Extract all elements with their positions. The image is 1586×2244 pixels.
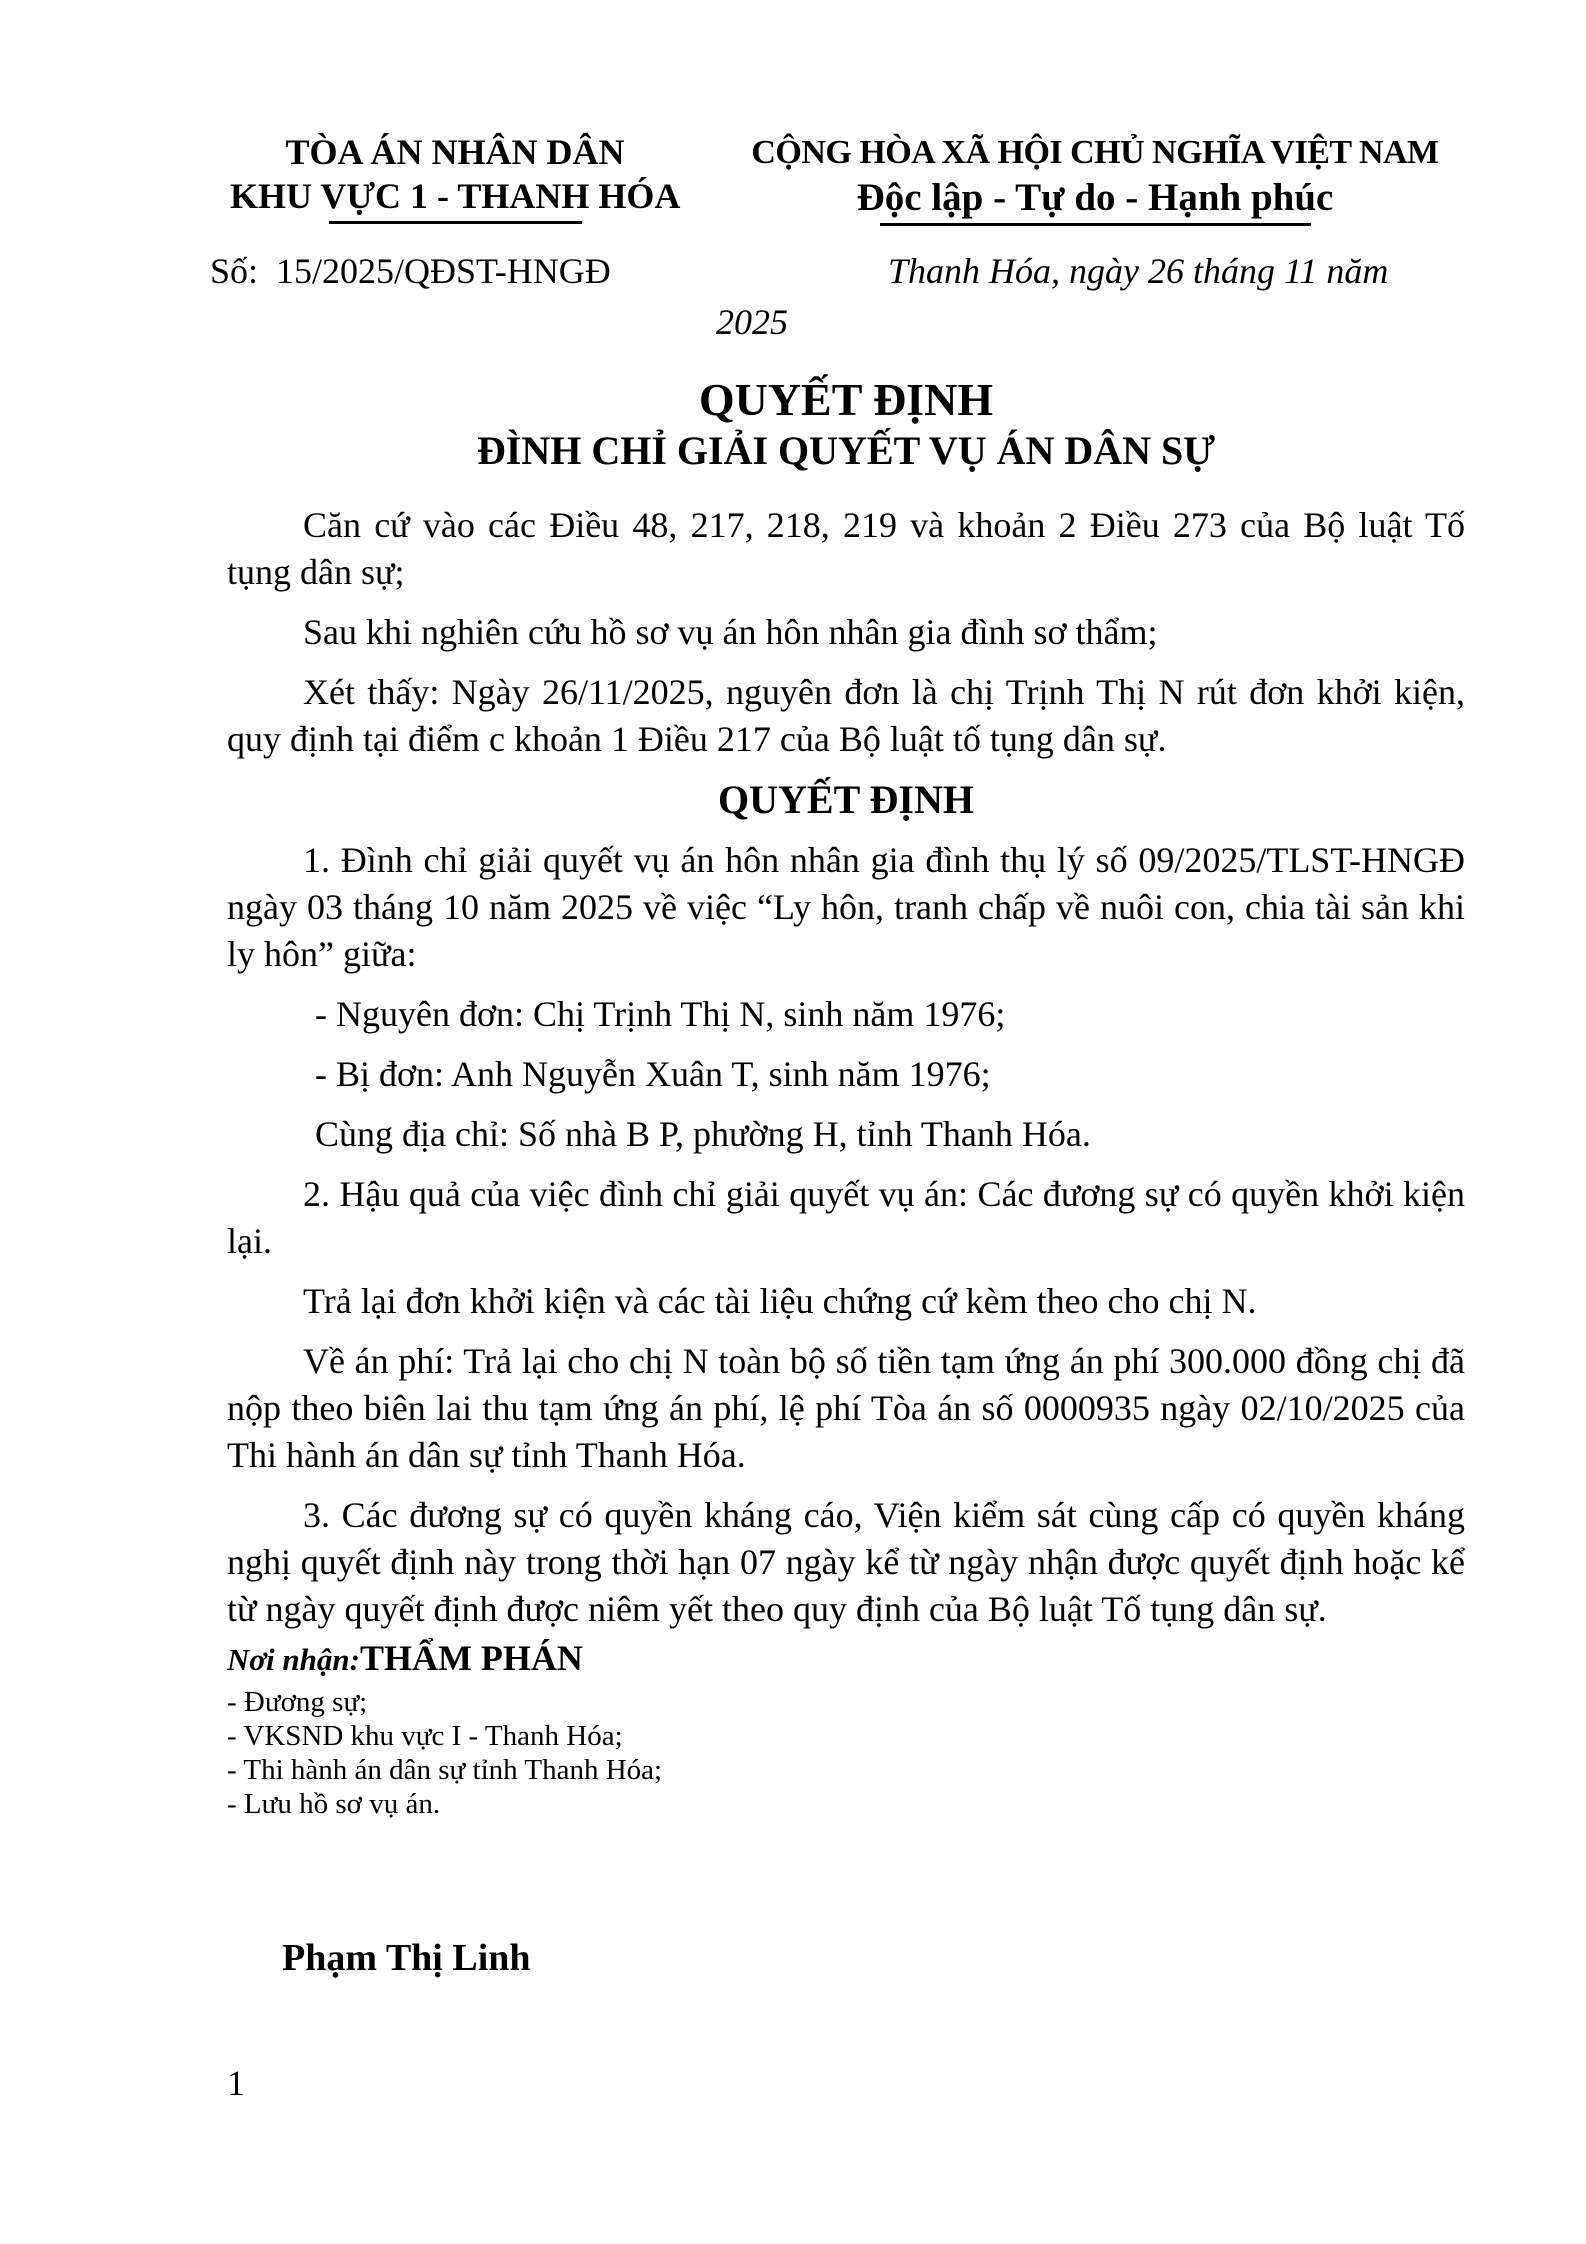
paragraph-court-fee: Về án phí: Trả lại cho chị N toàn bộ số tiền tạm ứng án phí 300.000 đồng chị đã nộp theo biên lai thu tạm ứng án phí, lệ phí Tòa án số 0000935 ngày 02/10/2025 của Thi hành án dân sự tỉnh Thanh Hóa. [227, 1341, 1465, 1475]
page-number: 1 [227, 2063, 245, 2103]
document-title-block [227, 374, 1465, 476]
court-header-rule [329, 221, 582, 224]
document-body [227, 502, 1465, 1646]
paragraph-decision-1: 1. Đình chỉ giải quyết vụ án hôn nhân gia đình thụ lý số 09/2025/TLST-HNGĐ ngày 03 tháng 10 năm 2025 về việc “Ly hôn, tranh chấp về nuôi con, chia tài sản khi ly hôn” giữa: [227, 840, 1465, 974]
recipients-block [227, 1638, 662, 1821]
recipient-item: - Lưu hồ sơ vụ án. [227, 1788, 441, 1820]
court-name-line2: KHU VỰC 1 - THANH HÓA [230, 176, 681, 216]
national-title: CỘNG HÒA XÃ HỘI CHỦ NGHĨA VIỆT NAM [751, 134, 1439, 171]
signer-title: THẨM PHÁN [359, 1638, 583, 1678]
document-subtitle: ĐÌNH CHỈ GIẢI QUYẾT VỤ ÁN DÂN SỰ [476, 428, 1216, 473]
recipients-head [227, 1638, 662, 1681]
court-header [230, 130, 680, 224]
paragraph-address: Cùng địa chỉ: Số nhà B P, phường H, tỉnh Thanh Hóa. [315, 1114, 1091, 1154]
national-header [710, 130, 1480, 226]
paragraph-finding: Xét thấy: Ngày 26/11/2025, nguyên đơn là chị Trịnh Thị N rút đơn khởi kiện, quy định tại điểm c khoản 1 Điều 217 của Bộ luật tố tụng dân sự. [227, 672, 1465, 759]
paragraph-decision-2: 2. Hậu quả của việc đình chỉ giải quyết vụ án: Các đương sự có quyền khởi kiện lại. [227, 1174, 1465, 1261]
paragraph-legal-basis: Căn cứ vào các Điều 48, 217, 218, 219 và khoản 2 Điều 273 của Bộ luật Tố tụng dân sự; [227, 505, 1465, 592]
recipient-item: - Thi hành án dân sự tỉnh Thanh Hóa; [227, 1754, 663, 1786]
document-title: QUYẾT ĐỊNH [698, 374, 994, 425]
paragraph-defendant: - Bị đơn: Anh Nguyễn Xuân T, sinh năm 1976; [315, 1054, 991, 1094]
paragraph-decision-3: 3. Các đương sự có quyền kháng cáo, Viện kiểm sát cùng cấp có quyền kháng nghị quyết định này trong thời hạn 07 ngày kể từ ngày nhận được quyết định hoặc kể từ ngày quyết định được niêm yết theo quy định của Bộ luật Tố tụng dân sự. [227, 1495, 1465, 1629]
recipient-item: - Đương sự; [227, 1686, 368, 1718]
paragraph-plaintiff: - Nguyên đơn: Chị Trịnh Thị N, sinh năm 1976; [315, 994, 1006, 1034]
signer-name: Phạm Thị Linh [282, 1937, 531, 1979]
paragraph-review: Sau khi nghiên cứu hồ sơ vụ án hôn nhân gia đình sơ thẩm; [303, 612, 1158, 652]
document-number: Số: 15/2025/QĐST-HNGĐ [210, 251, 611, 291]
place-date-line: Thanh Hóa, ngày 26 tháng 11 năm [888, 251, 1389, 291]
court-name-line1: TÒA ÁN NHÂN DÂN [285, 132, 625, 172]
national-motto: Độc lập - Tự do - Hạnh phúc [856, 176, 1334, 219]
national-header-rule [880, 223, 1311, 226]
recipient-item: - VKSND khu vực I - Thanh Hóa; [227, 1720, 623, 1752]
recipients-list [227, 1685, 662, 1821]
decision-section-heading: QUYẾT ĐỊNH [718, 777, 974, 822]
place-date-year: 2025 [716, 302, 788, 342]
recipients-label: Nơi nhận: [227, 1642, 360, 1677]
paragraph-return-petition: Trả lại đơn khởi kiện và các tài liệu chứng cứ kèm theo cho chị N. [303, 1281, 1257, 1321]
